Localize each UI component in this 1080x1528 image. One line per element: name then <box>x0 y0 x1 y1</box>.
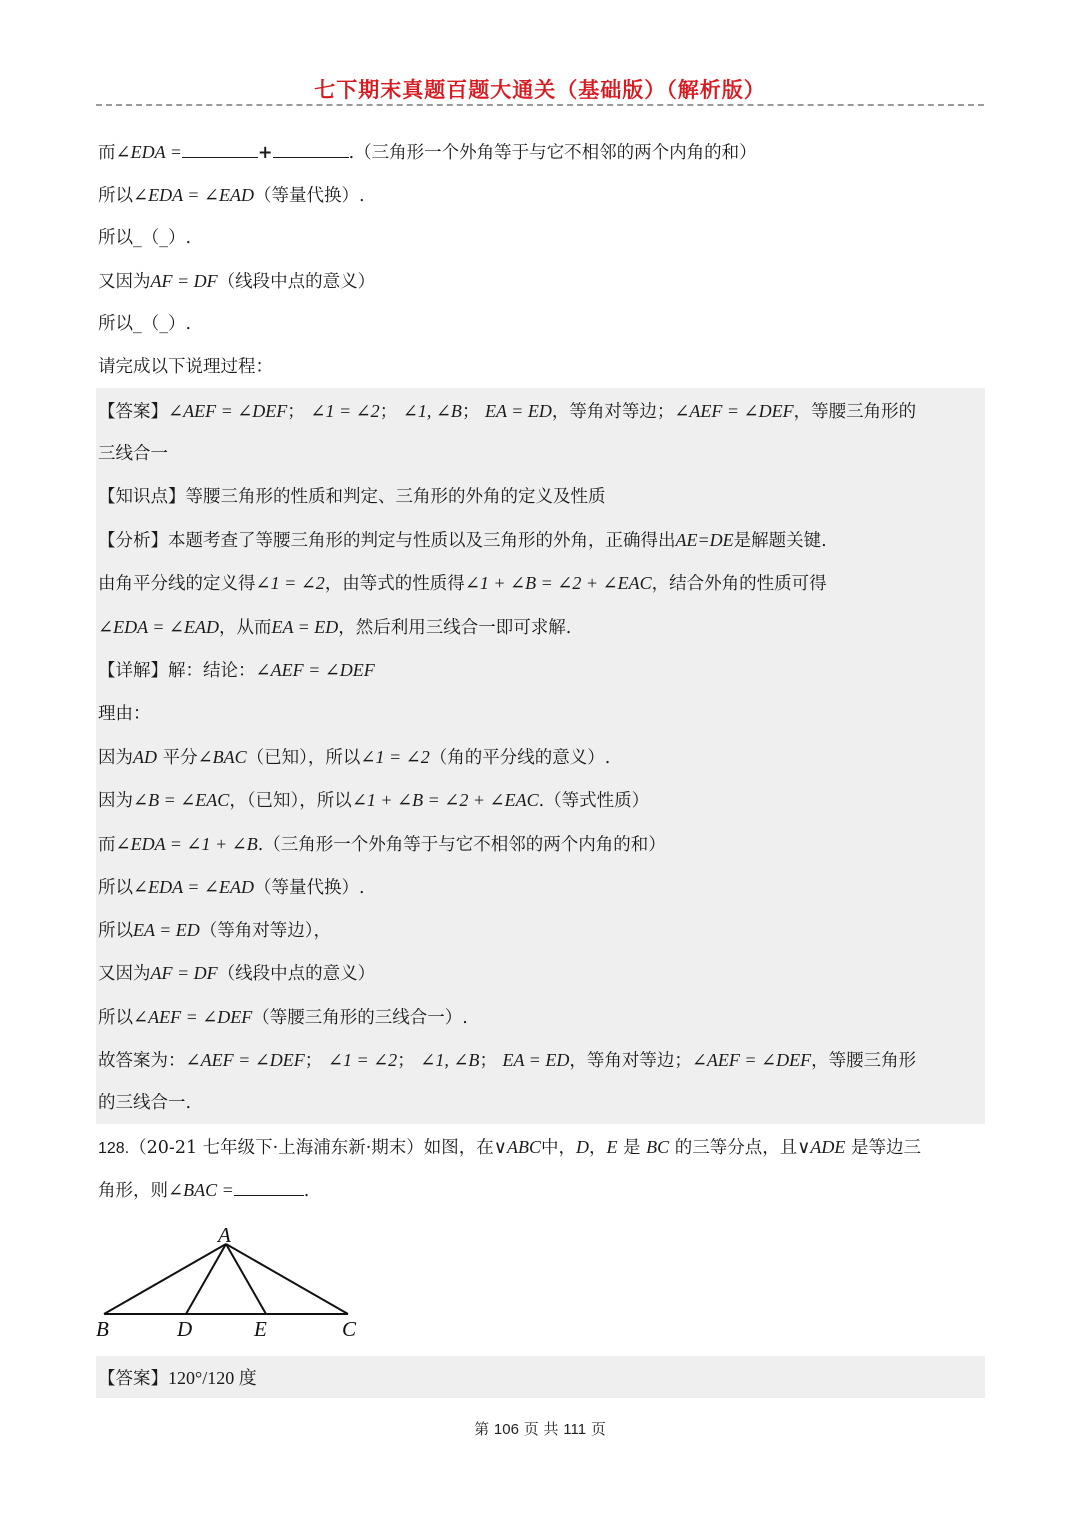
label-b: B <box>96 1317 109 1341</box>
final-answer-line: 故答案为：∠AEF = ∠DEF； ∠1 = ∠2； ∠1, ∠B； EA = ED，等角对等边；∠AEF = ∠DEF，等腰三角形 <box>98 1050 917 1071</box>
label-c: C <box>342 1317 357 1341</box>
detail-line: 所以EA = ED（等角对等边）， <box>98 920 332 941</box>
page-number: 106 <box>493 1421 519 1438</box>
text-line: 而∠EDA = + .（三角形一个外角等于与它不相邻的两个内角的和） <box>98 142 757 163</box>
label-d: D <box>177 1317 193 1341</box>
segment-ac <box>226 1244 348 1314</box>
text-line: 又因为AF = DF（线段中点的意义） <box>98 271 376 292</box>
analysis-line: ∠EDA = ∠EAD，从而EA = ED，然后利用三线合一即可求解. <box>98 617 572 638</box>
detail-line: 又因为AF = DF（线段中点的意义） <box>98 963 376 984</box>
text-line: 所以_（_）. <box>98 314 192 334</box>
text-line: 所以_（_）. <box>98 228 192 248</box>
final-answer-line: 的三线合一. <box>98 1093 192 1113</box>
knowledge-line: 【知识点】等腰三角形的性质和判定、三角形的外角的定义及性质 <box>98 487 606 507</box>
label-e: E <box>254 1317 267 1341</box>
analysis-line: 【分析】本题考查了等腰三角形的判定与性质以及三角形的外角，正确得出AE=DE是解题关键. <box>98 530 827 551</box>
page-footer: 第 106 页 共 111 页 <box>474 1420 606 1438</box>
question-128-line: 128.（20-21 七年级下·上海浦东新·期末）如图，在∨ABC中，D，E 是 BC 的三等分点，且∨ADE 是等边三 <box>98 1137 921 1158</box>
detail-line: 因为∠B = ∠EAC，（已知），所以∠1 + ∠B = ∠2 + ∠EAC.（等式性质） <box>98 790 650 811</box>
answer-128-line: 【答案】120°/120 度 <box>98 1368 257 1389</box>
detail-line: 所以∠AEF = ∠DEF（等腰三角形的三线合一）. <box>98 1007 468 1028</box>
total-pages: 111 <box>563 1421 587 1438</box>
detail-line: 理由： <box>98 704 151 724</box>
analysis-line: 由角平分线的定义得∠1 = ∠2，由等式的性质得∠1 + ∠B = ∠2 + ∠EAC，结合外角的性质可得 <box>98 573 827 594</box>
question-128-line: 角形，则∠BAC = . <box>98 1180 310 1201</box>
answer-line: 【答案】∠AEF = ∠DEF； ∠1 = ∠2； ∠1, ∠B； EA = ED，等角对等边；∠AEF = ∠DEF，等腰三角形的 <box>98 401 917 422</box>
detail-line: 所以∠EDA = ∠EAD（等量代换）. <box>98 877 365 898</box>
header-divider <box>96 104 984 106</box>
detail-line: 而∠EDA = ∠1 + ∠B.（三角形一个外角等于与它不相邻的两个内角的和） <box>98 834 666 855</box>
segment-ab <box>104 1244 226 1314</box>
triangle-figure <box>90 1222 380 1344</box>
text-line: 请完成以下说理过程： <box>98 357 273 377</box>
label-a: A <box>218 1223 231 1247</box>
text-line: 所以∠EDA = ∠EAD（等量代换）. <box>98 185 365 206</box>
detail-line: 【详解】解：结论：∠AEF = ∠DEF <box>98 660 375 681</box>
detail-line: 因为AD 平分∠BAC（已知），所以∠1 = ∠2（角的平分线的意义）. <box>98 747 611 768</box>
page-header-title: 七下期末真题百题大通关（基础版）（解析版） <box>314 77 766 102</box>
answer-line: 三线合一 <box>98 444 168 464</box>
